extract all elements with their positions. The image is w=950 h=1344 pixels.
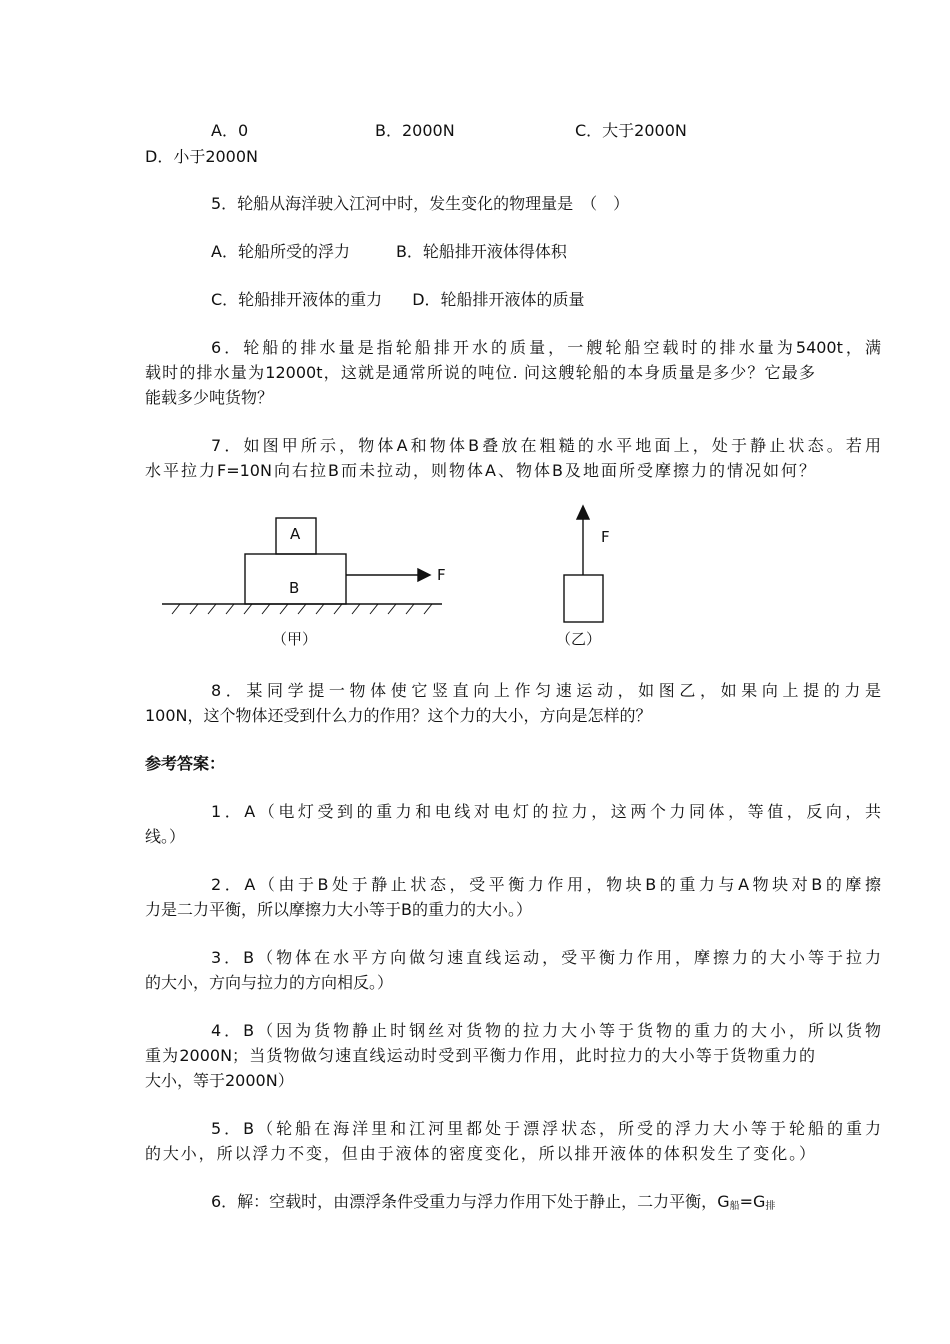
answer-4-line-3: 大小，等于2000N） bbox=[145, 1071, 294, 1090]
lifted-block bbox=[564, 575, 603, 622]
figure-jia bbox=[162, 518, 442, 614]
answer-4-line-1: 4．B（因为货物静止时钢丝对货物的拉力大小等于货物的重力的大小，所以货物 bbox=[211, 1021, 881, 1040]
answer-6-equals: =G bbox=[739, 1192, 766, 1211]
q8-line-1: 8．某同学提一物体使它竖直向上作匀速运动，如图乙，如果向上提的力是 bbox=[211, 681, 881, 700]
q4-option-c: C．大于2000N bbox=[575, 121, 687, 140]
q6-line-1: 6．轮船的排水量是指轮船排开水的质量，一艘轮船空载时的排水量为5400t，满 bbox=[211, 338, 881, 357]
answers-heading: 参考答案： bbox=[145, 754, 226, 773]
answer-5-line-2: 的大小，所以浮力不变，但由于液体的密度变化，所以排开液体的体积发生了变化。） bbox=[145, 1144, 815, 1163]
answer-3-line-2: 的大小，方向与拉力的方向相反。） bbox=[145, 973, 394, 992]
label-force-yi: F bbox=[601, 528, 610, 546]
q4-option-a: A．0 bbox=[211, 121, 249, 140]
label-block-a: A bbox=[290, 525, 301, 543]
q5-option-c: C．轮船排开液体的重力 bbox=[211, 290, 383, 309]
answer-6-line-1 bbox=[145, 1190, 881, 1219]
caption-yi: （乙） bbox=[556, 630, 602, 648]
q4-option-b: B．2000N bbox=[375, 121, 455, 140]
label-block-b: B bbox=[289, 579, 300, 597]
figure-yi bbox=[564, 506, 603, 622]
q5-option-a: A．轮船所受的浮力 bbox=[211, 242, 350, 261]
answer-6-sub-displaced: 排 bbox=[765, 1201, 776, 1212]
q4-option-d: D．小于2000N bbox=[145, 147, 259, 166]
answer-6-sub-ship: 船 bbox=[729, 1201, 740, 1212]
q5-stem: 5．轮船从海洋驶入江河中时，发生变化的物理量是 （ ） bbox=[211, 194, 630, 213]
answer-2-line-1: 2．A（由于B处于静止状态，受平衡力作用，物块B的重力与A物块对B的摩擦 bbox=[211, 875, 881, 894]
answer-3-line-1: 3．B（物体在水平方向做匀速直线运动，受平衡力作用，摩擦力的大小等于拉力 bbox=[211, 948, 881, 967]
label-force-jia: F bbox=[437, 566, 446, 584]
answer-6-text: 6．解：空载时，由漂浮条件受重力与浮力作用下处于静止，二力平衡， bbox=[211, 1192, 718, 1211]
answer-1-line-1: 1．A（电灯受到的重力和电线对电灯的拉力，这两个力同体，等值，反向，共 bbox=[211, 802, 881, 821]
q6-line-3: 能载多少吨货物？ bbox=[145, 388, 274, 407]
q7-line-2: 水平拉力F=10N向右拉B而未拉动，则物体A、物体B及地面所受摩擦力的情况如何？ bbox=[145, 461, 815, 480]
q7-line-1: 7．如图甲所示，物体A和物体B叠放在粗糙的水平地面上，处于静止状态。若用 bbox=[211, 436, 881, 455]
answer-5-line-1: 5．B（轮船在海洋里和江河里都处于漂浮状态，所受的浮力大小等于轮船的重力 bbox=[211, 1119, 881, 1138]
q5-option-d: D．轮船排开液体的质量 bbox=[412, 290, 585, 309]
q8-line-2: 100N，这个物体还受到什么力的作用？这个力的大小，方向是怎样的？ bbox=[145, 706, 652, 725]
force-arrowhead-jia bbox=[418, 569, 430, 581]
answer-6-g: G bbox=[717, 1192, 730, 1211]
caption-jia: （甲） bbox=[272, 630, 318, 648]
answer-2-line-2: 力是二力平衡，所以摩擦力大小等于B的重力的大小。） bbox=[145, 900, 532, 919]
q5-option-b: B．轮船排开液体得体积 bbox=[395, 242, 567, 261]
force-arrowhead-yi bbox=[577, 506, 589, 519]
answer-4-line-2: 重为2000N；当货物做匀速直线运动时受到平衡力作用，此时拉力的大小等于货物重力的 bbox=[145, 1046, 815, 1065]
q6-line-2: 载时的排水量为12000t，这就是通常所说的吨位. 问这艘轮船的本身质量是多少？它最多 bbox=[145, 363, 815, 382]
ground-hatching bbox=[172, 604, 432, 614]
answer-1-line-2: 线。） bbox=[145, 827, 186, 846]
